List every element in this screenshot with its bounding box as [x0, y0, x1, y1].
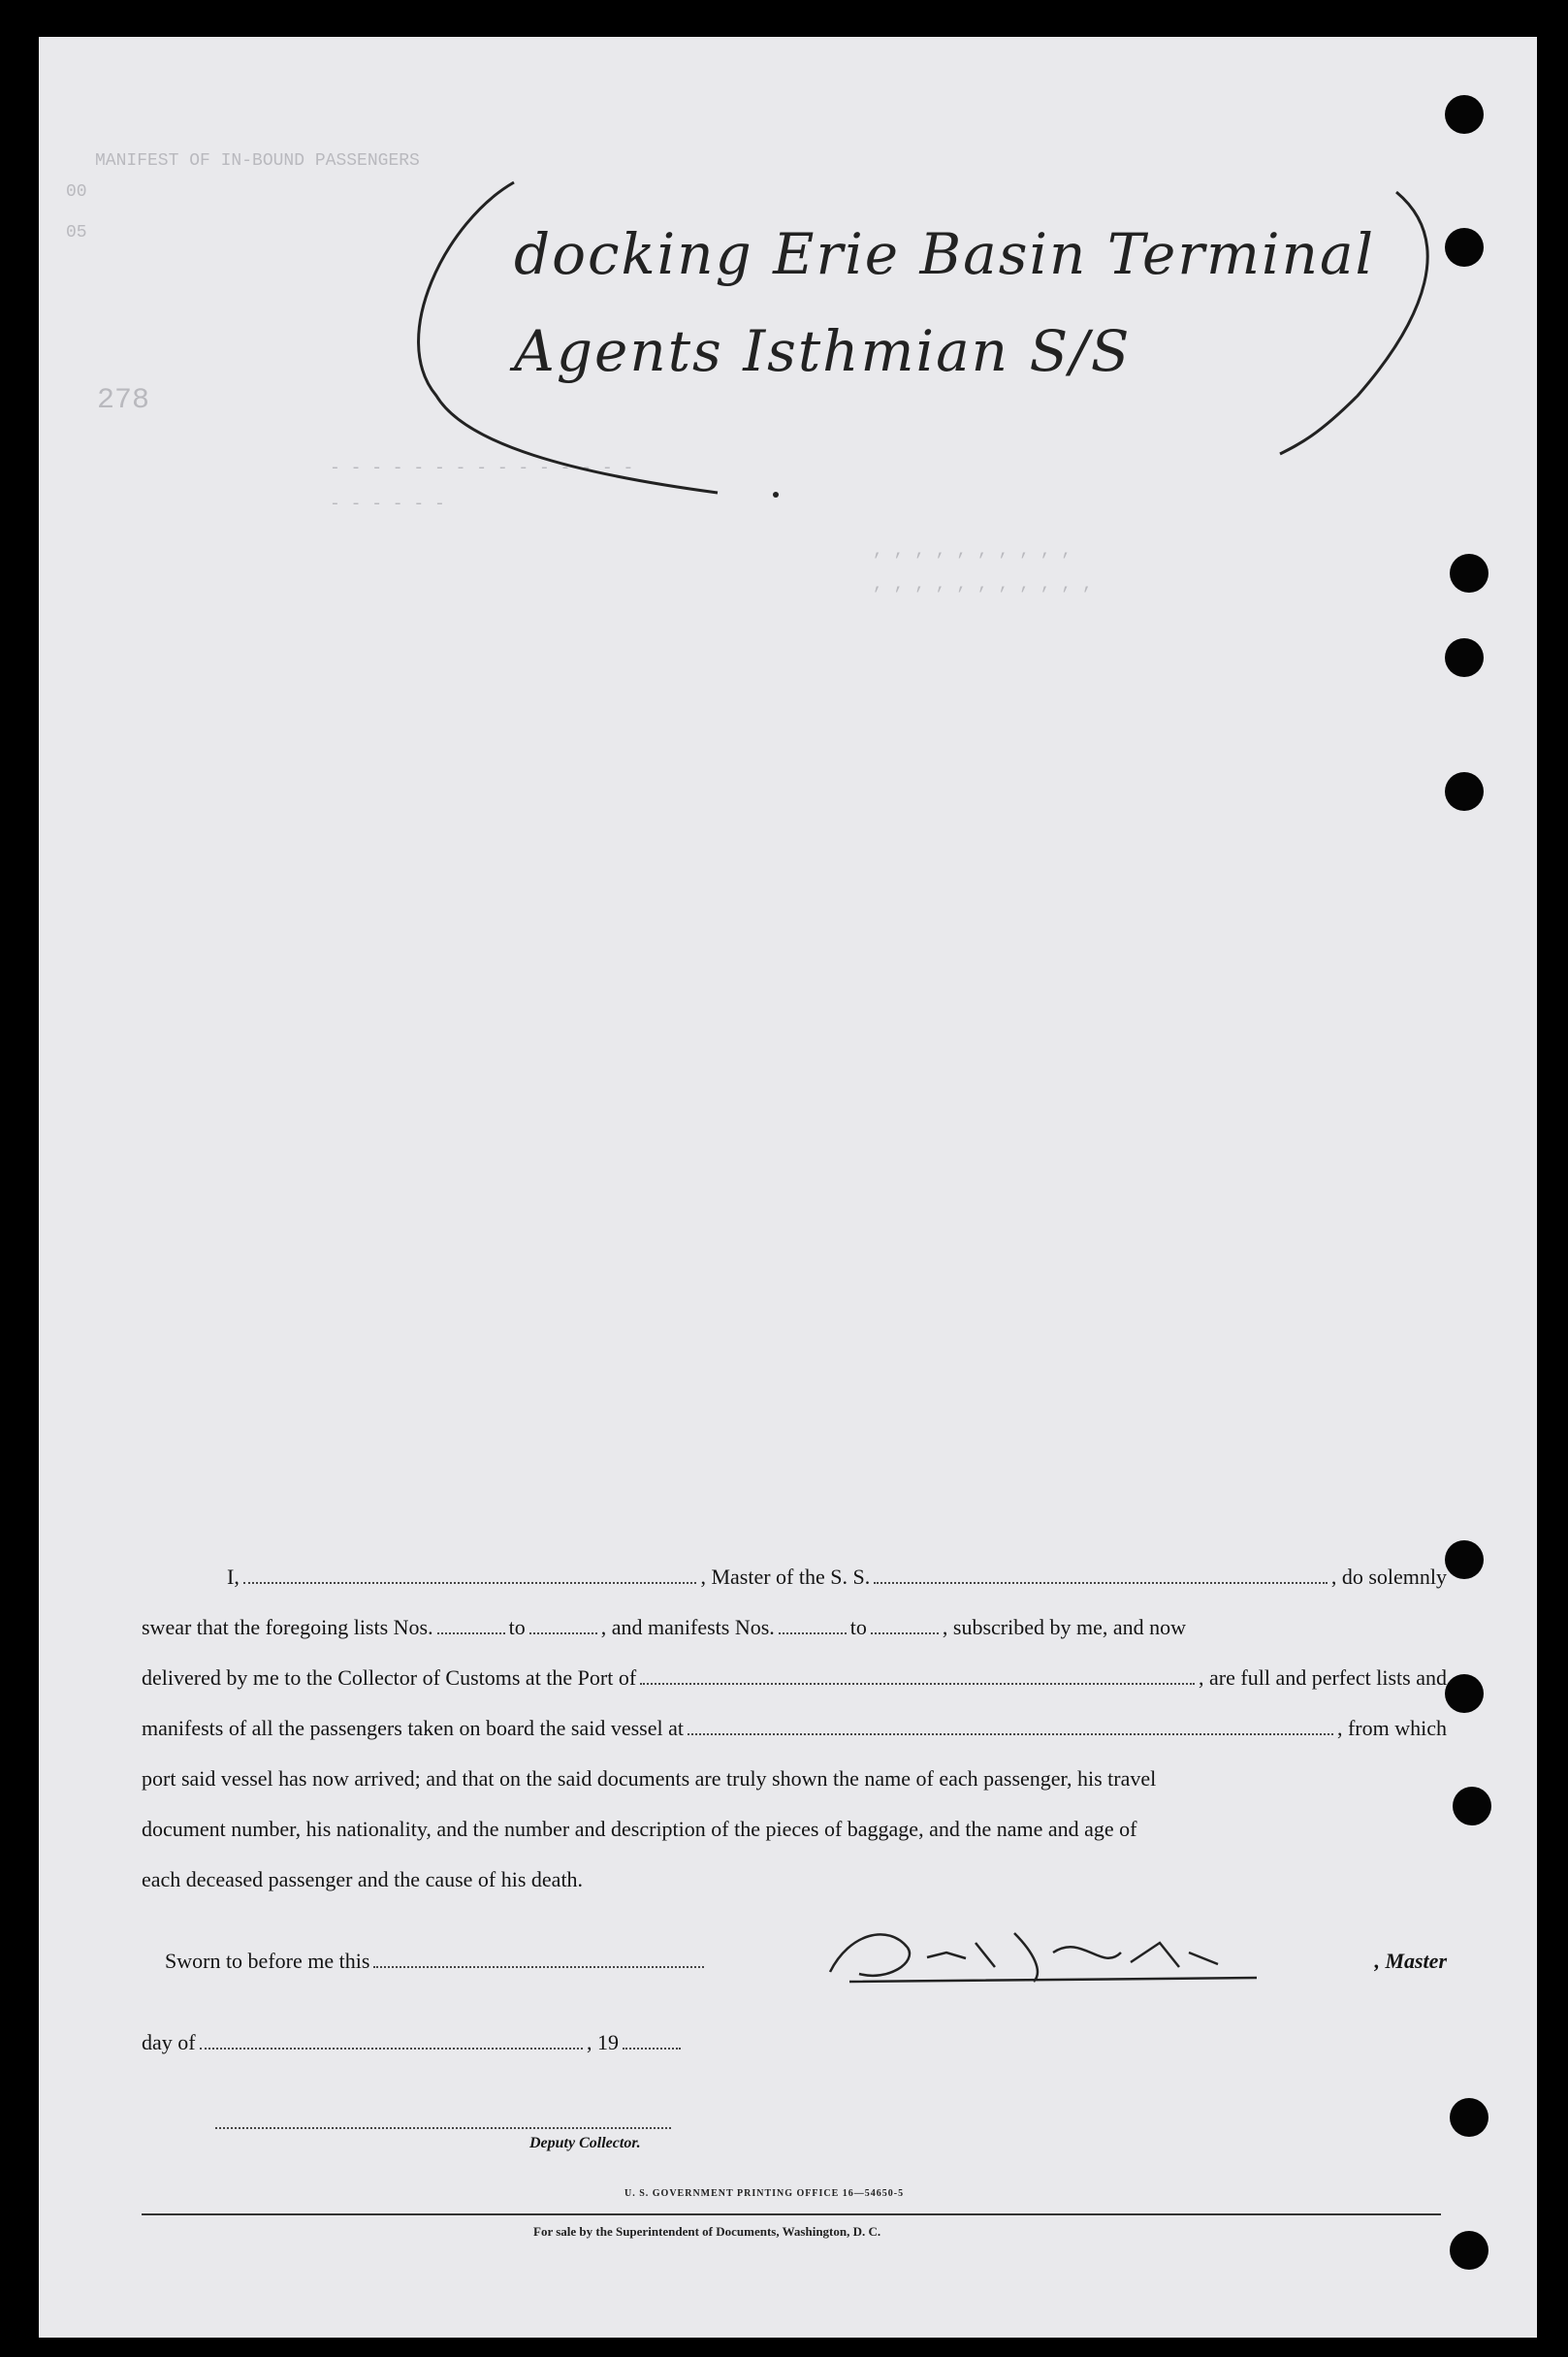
vessel-name-field[interactable]	[874, 1565, 1328, 1584]
day-of-label: day of	[142, 2030, 196, 2054]
oath-text: swear that the foregoing lists Nos.	[142, 1615, 433, 1639]
oath-text: I,	[227, 1565, 240, 1589]
ghost-text: , , , , , , , , , , ,	[873, 575, 1093, 595]
oath-text: to	[508, 1615, 526, 1639]
ghost-text: - - - - - -	[330, 495, 445, 514]
deputy-label: Deputy Collector.	[529, 2135, 641, 2151]
signature-area	[142, 1933, 1447, 2185]
oath-line	[142, 1804, 1447, 1855]
punch-hole	[1445, 1540, 1484, 1579]
footer-rule	[142, 2213, 1441, 2215]
oath-text: , subscribed by me, and now	[942, 1615, 1187, 1639]
sworn-date-field[interactable]	[373, 1949, 704, 1968]
day-of-field[interactable]	[200, 2030, 583, 2050]
ghost-text: , , , , , , , , , ,	[873, 541, 1072, 561]
handwritten-line-1: docking Erie Basin Terminal	[514, 221, 1376, 287]
ghost-text: 00	[66, 182, 87, 202]
punch-hole	[1450, 554, 1488, 593]
master-name-field[interactable]	[243, 1565, 697, 1584]
oath-text: to	[849, 1615, 867, 1639]
master-label: , Master	[1374, 1949, 1447, 1973]
oath-line	[142, 1653, 1447, 1703]
ghost-text: - - - - - - - - - - - - - - -	[330, 459, 634, 478]
punch-hole	[1453, 1787, 1491, 1825]
punch-hole	[1445, 638, 1484, 677]
embarkation-port-field[interactable]	[688, 1716, 1333, 1735]
oath-line	[142, 1552, 1447, 1602]
oath-text: delivered by me to the Collector of Customs at the Port of	[142, 1665, 637, 1690]
ghost-text: 278	[97, 384, 150, 417]
manifests-to-field[interactable]	[871, 1615, 939, 1634]
year-field[interactable]	[623, 2030, 681, 2050]
oath-text: document number, his nationality, and the number and description of the pieces of baggage, and the name and age of	[142, 1817, 1137, 1841]
ghost-text: MANIFEST OF IN-BOUND PASSENGERS	[95, 151, 420, 171]
footer-text: For sale by the Superintendent of Documents, Washington, D. C.	[533, 2224, 881, 2239]
punch-hole	[1450, 2098, 1488, 2137]
oath-line	[142, 1703, 1447, 1754]
punch-hole	[1445, 1674, 1484, 1713]
oath-text: , are full and perfect lists and	[1199, 1665, 1447, 1690]
deputy-signature-line[interactable]	[215, 2127, 671, 2129]
punch-hole	[1445, 772, 1484, 811]
ghost-text: 05	[66, 223, 87, 242]
punch-hole	[1445, 228, 1484, 267]
oath-text: each deceased passenger and the cause of his death.	[142, 1867, 584, 1891]
punch-hole	[1450, 2231, 1488, 2270]
oath-block	[142, 1552, 1447, 1905]
master-signature	[811, 1914, 1296, 2001]
lists-to-field[interactable]	[529, 1615, 597, 1634]
oath-text: , from which	[1336, 1716, 1447, 1740]
lists-from-field[interactable]	[437, 1615, 505, 1634]
oath-line	[142, 1602, 1447, 1653]
port-field[interactable]	[640, 1665, 1195, 1685]
oath-text: , and manifests Nos.	[600, 1615, 775, 1639]
punch-hole	[1445, 95, 1484, 134]
oath-line	[142, 1855, 1447, 1905]
handwritten-line-2: Agents Isthmian S/S	[514, 318, 1132, 384]
oath-line	[142, 1754, 1447, 1804]
oath-text: port said vessel has now arrived; and that on the said documents are truly shown the name of each passenger, his travel	[142, 1766, 1157, 1791]
oath-text: , Master of the S. S.	[700, 1565, 871, 1589]
document-page	[39, 37, 1537, 2338]
oath-text: , do solemnly	[1330, 1565, 1448, 1589]
sworn-label: Sworn to before me this	[165, 1949, 370, 1973]
year-label: , 19	[587, 2030, 619, 2054]
oath-text: manifests of all the passengers taken on board the said vessel at	[142, 1716, 685, 1740]
manifests-from-field[interactable]	[779, 1615, 847, 1634]
printer-imprint: U. S. GOVERNMENT PRINTING OFFICE 16—54650-5	[624, 2188, 905, 2199]
